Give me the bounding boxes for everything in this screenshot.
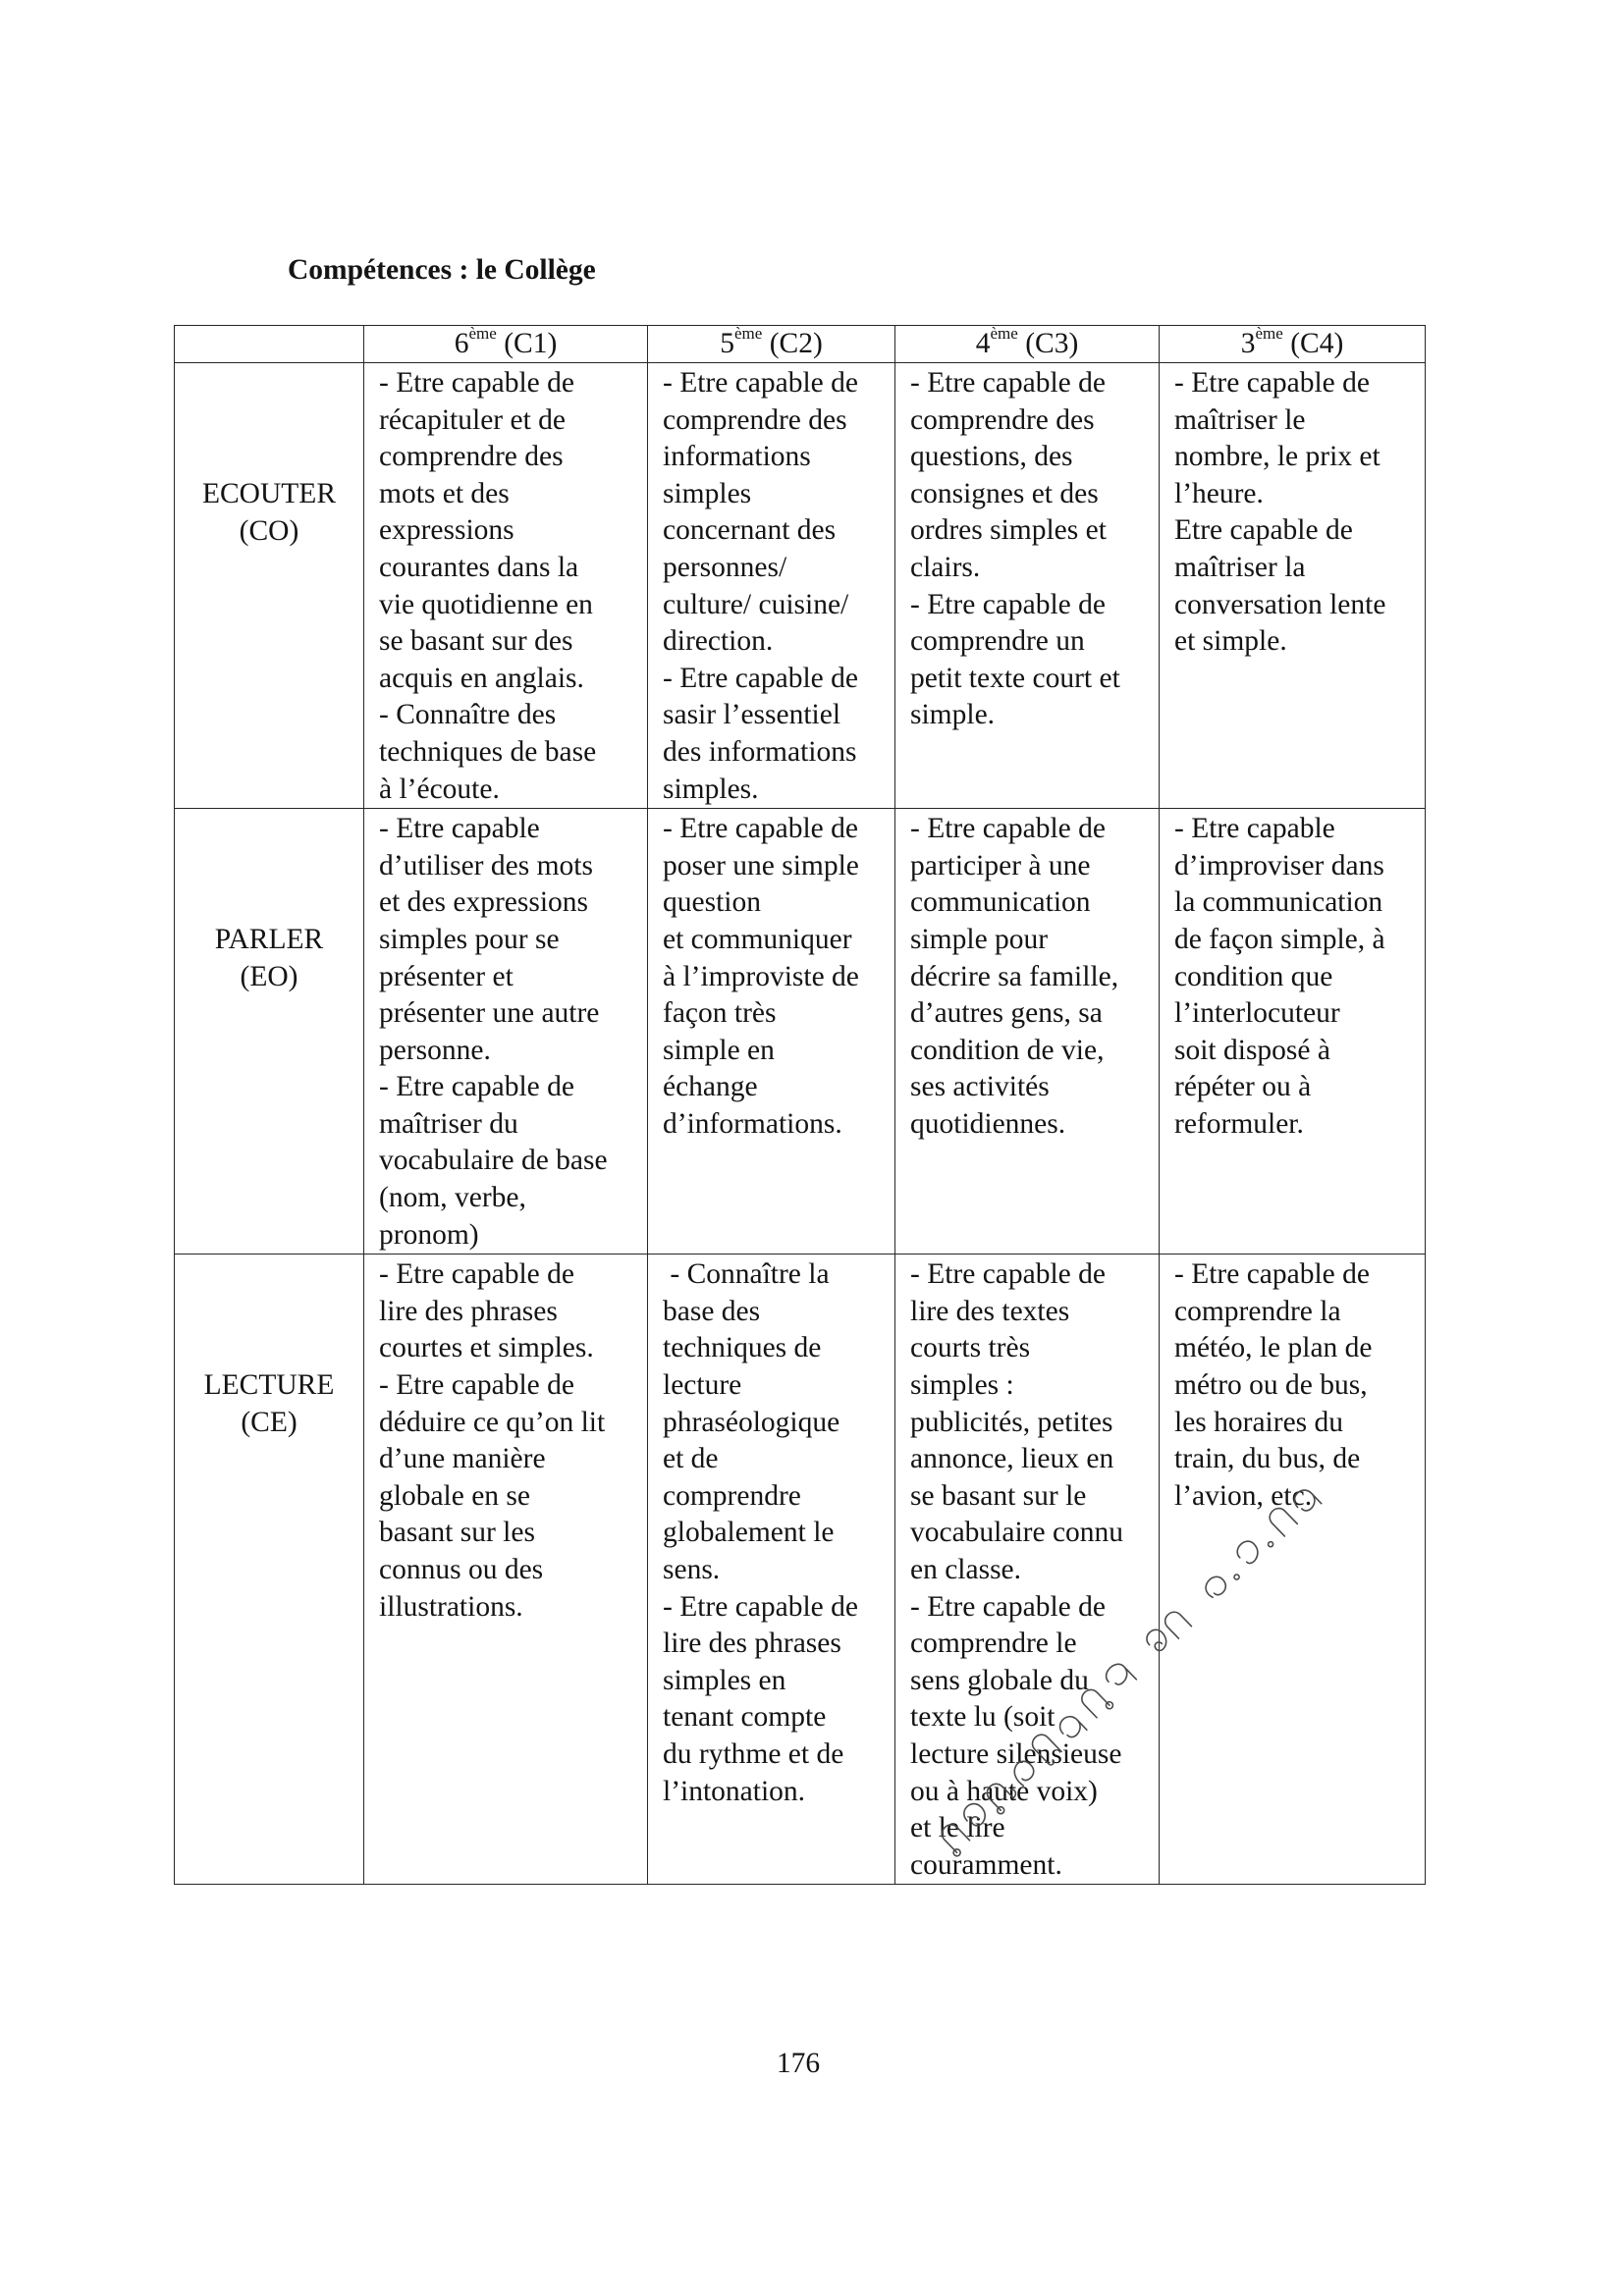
competence-text-line: et simple.	[1174, 625, 1287, 658]
competence-cell	[364, 1255, 648, 1885]
competence-text-line: couramment.	[910, 1848, 1062, 1881]
table-row	[175, 1255, 1426, 1885]
competence-text-line: mots et des	[379, 477, 510, 509]
skill-code: (CO)	[239, 514, 299, 547]
competence-text-line: - Etre capable de	[1174, 1258, 1370, 1291]
competence-text-line: - Etre capable de	[910, 588, 1106, 620]
competence-text-line: direction.	[663, 625, 774, 658]
competence-text-line: récapituler et de	[379, 403, 566, 436]
competence-text-line: courantes dans la	[379, 551, 579, 583]
competence-text-line: et le lire	[910, 1812, 1005, 1844]
competence-text-line: vocabulaire connu	[910, 1517, 1124, 1549]
competence-text-line: pronom)	[379, 1218, 479, 1251]
level-number: 3	[1240, 328, 1256, 359]
competence-text-line: maîtriser du	[379, 1107, 518, 1140]
competence-text-line: des informations	[663, 735, 857, 768]
competence-text-line: globalement le	[663, 1517, 835, 1549]
competence-text-line: soit disposé à	[1174, 1034, 1330, 1066]
competence-text-line: lecture	[663, 1369, 742, 1402]
competence-text-line: condition de vie,	[910, 1034, 1105, 1066]
competence-cell	[648, 363, 895, 809]
competence-text-line: simple.	[910, 699, 996, 731]
competence-text-line: déduire ce qu’on lit	[379, 1406, 606, 1438]
competence-text-line: comprendre la	[1174, 1295, 1341, 1327]
table-row	[175, 363, 1426, 809]
competence-text-line: lire des phrases	[663, 1628, 841, 1660]
skill-code: (CE)	[241, 1406, 298, 1438]
competence-text-line: - Etre capable de	[910, 813, 1106, 845]
competence-text-line: techniques de	[663, 1332, 822, 1364]
competence-text-line: questions, des	[910, 441, 1073, 473]
competence-text-line: l’heure.	[1174, 477, 1264, 509]
competence-text-line: basant sur les	[379, 1517, 535, 1549]
skill-name: PARLER	[214, 924, 324, 956]
competence-text-line: simples :	[910, 1369, 1014, 1402]
level-suffix: ème	[1255, 324, 1283, 344]
competence-text-line: et communiquer	[663, 923, 852, 955]
competence-text-line: simple pour	[910, 923, 1049, 955]
competence-text-line: se basant sur des	[379, 625, 573, 658]
competence-text-line: culture/ cuisine/	[663, 588, 849, 620]
competence-text-line: maîtriser la	[1174, 551, 1306, 583]
competence-cell	[895, 809, 1160, 1255]
level-suffix: ème	[990, 324, 1018, 344]
competence-cell	[648, 809, 895, 1255]
competence-text-line: simple en	[663, 1034, 775, 1066]
skill-name: LECTURE	[203, 1369, 335, 1402]
skill-code: (EO)	[240, 960, 298, 992]
competence-text-line: sens globale du	[910, 1664, 1089, 1696]
competence-text-line: communication	[910, 886, 1091, 919]
competence-text-line: - Etre capable de	[379, 1258, 574, 1291]
competence-text-line: connus ou des	[379, 1554, 544, 1585]
column-header-c4	[1160, 326, 1426, 363]
competence-text-line: simples	[663, 477, 752, 509]
level-code: (C3)	[1025, 328, 1079, 359]
competence-cell	[364, 363, 648, 809]
competence-text-line: et de	[663, 1443, 719, 1475]
competence-text-line: petit texte court et	[910, 662, 1120, 694]
competence-text-line: en classe.	[910, 1554, 1022, 1585]
competence-text-line: concernant des	[663, 514, 837, 547]
competence-text-line: texte lu (soit	[910, 1701, 1056, 1734]
page-title: Compétences : le Collège	[288, 254, 596, 286]
competence-text-line: condition que	[1174, 960, 1333, 992]
competence-text-line: simples pour se	[379, 923, 560, 955]
skill-cell	[175, 363, 364, 809]
competence-text-line: sens.	[663, 1554, 721, 1585]
competence-text-line: à l’écoute.	[379, 773, 500, 805]
competence-text-line: illustrations.	[379, 1590, 523, 1623]
competence-text-line: comprendre le	[910, 1628, 1077, 1660]
competence-text-line: de façon simple, à	[1174, 923, 1385, 955]
competence-text-line: comprendre des	[910, 403, 1095, 436]
competence-cell	[648, 1255, 895, 1885]
competence-text-line: - Etre capable de	[663, 367, 858, 399]
competence-text-line: décrire sa famille,	[910, 960, 1119, 992]
competence-text-line: - Etre capable de	[1174, 367, 1370, 399]
competence-text-line: simples en	[663, 1664, 786, 1696]
competence-cell	[1160, 809, 1426, 1255]
competence-text-line: phraséologique	[663, 1406, 840, 1438]
competence-text-line: participer à une	[910, 849, 1091, 881]
competence-text-line: l’interlocuteur	[1174, 997, 1340, 1030]
competence-text-line: acquis en anglais.	[379, 662, 584, 694]
competence-text-line: (nom, verbe,	[379, 1182, 526, 1214]
table-row	[175, 809, 1426, 1255]
column-header-c2	[648, 326, 895, 363]
competence-cell	[1160, 363, 1426, 809]
competence-text-line: tenant compte	[663, 1701, 827, 1734]
competence-text-line: Etre capable de	[1174, 514, 1353, 547]
competence-text-line: - Etre capable de	[379, 367, 574, 399]
competence-text-line: - Etre capable de	[663, 1590, 858, 1623]
competence-text-line: d’autres gens, sa	[910, 997, 1103, 1030]
competence-text-line: techniques de base	[379, 735, 597, 768]
competence-text-line: d’utiliser des mots	[379, 849, 593, 881]
competence-text-line: - Etre capable de	[910, 367, 1106, 399]
competence-text-line: comprendre des	[379, 441, 564, 473]
competence-text-line: les horaires du	[1174, 1406, 1344, 1438]
competence-text-line: l’avion, etc.	[1174, 1479, 1313, 1512]
page-number: 176	[776, 2048, 821, 2079]
level-code: (C4)	[1290, 328, 1344, 359]
competence-text-line: publicités, petites	[910, 1406, 1113, 1438]
competence-text-line: métro ou de bus,	[1174, 1369, 1368, 1402]
competence-text-line: et des expressions	[379, 886, 589, 919]
competence-text-line: présenter une autre	[379, 997, 600, 1030]
level-number: 6	[454, 328, 469, 359]
competence-text-line: façon très	[663, 997, 777, 1030]
competence-text-line: poser une simple	[663, 849, 859, 881]
competence-text-line: - Etre capable	[1174, 813, 1335, 845]
competence-text-line: reformuler.	[1174, 1107, 1304, 1140]
competence-text-line: quotidiennes.	[910, 1107, 1066, 1140]
competence-text-line: - Etre capable de	[379, 1369, 574, 1402]
table-body	[175, 363, 1426, 1885]
competence-text-line: échange	[663, 1071, 758, 1103]
competence-text-line: - Etre capable de	[910, 1590, 1106, 1623]
competence-cell	[1160, 1255, 1426, 1885]
competence-text-line: d’une manière	[379, 1443, 546, 1475]
competence-text-line: lecture silensieuse	[910, 1737, 1122, 1770]
competence-text-line: d’improviser dans	[1174, 849, 1384, 881]
table-header-row	[175, 326, 1426, 363]
competence-text-line: simples.	[663, 773, 759, 805]
skill-cell	[175, 809, 364, 1255]
competence-text-line: comprendre	[663, 1479, 801, 1512]
competence-text-line: - Etre capable de	[663, 662, 858, 694]
competence-text-line: clairs.	[910, 551, 981, 583]
competence-text-line: conversation lente	[1174, 588, 1386, 620]
competence-text-line: - Connaître des	[379, 699, 557, 731]
competence-cell	[364, 809, 648, 1255]
skill-name: ECOUTER	[201, 478, 337, 509]
competence-text-line: - Etre capable de	[663, 813, 858, 845]
competence-text-line: - Connaître la	[663, 1258, 830, 1291]
competence-text-line: personne.	[379, 1034, 491, 1066]
competence-text-line: - Etre capable de	[910, 1258, 1106, 1291]
competence-text-line: courts très	[910, 1332, 1031, 1364]
competence-text-line: expressions	[379, 514, 514, 547]
competence-text-line: consignes et des	[910, 477, 1099, 509]
corner-cell	[175, 326, 364, 363]
level-suffix: ème	[733, 324, 763, 344]
competence-text-line: maîtriser le	[1174, 403, 1306, 436]
competence-text-line: - Etre capable	[379, 813, 540, 845]
competence-text-line: du rythme et de	[663, 1737, 844, 1770]
competence-text-line: personnes/	[663, 551, 787, 583]
competence-text-line: comprendre des	[663, 403, 847, 436]
column-header-c3	[895, 326, 1160, 363]
competence-text-line: annonce, lieux en	[910, 1443, 1114, 1475]
competence-text-line: lire des phrases	[379, 1295, 558, 1327]
competence-text-line: ses activités	[910, 1071, 1050, 1103]
competence-text-line: ordres simples et	[910, 514, 1107, 547]
column-header-c1	[364, 326, 648, 363]
level-suffix: ème	[468, 324, 497, 344]
competence-text-line: train, du bus, de	[1174, 1443, 1361, 1475]
competence-text-line: l’intonation.	[663, 1775, 806, 1807]
competence-text-line: sasir l’essentiel	[663, 699, 841, 731]
level-code: (C1)	[504, 328, 558, 359]
competence-text-line: vie quotidienne en	[379, 588, 593, 620]
competence-text-line: base des	[663, 1295, 761, 1327]
competence-text-line: nombre, le prix et	[1174, 441, 1380, 473]
competence-text-line: la communication	[1174, 886, 1383, 919]
competence-text-line: vocabulaire de base	[379, 1145, 608, 1177]
competence-text-line: météo, le plan de	[1174, 1332, 1373, 1364]
competence-text-line: ou à haute voix)	[910, 1775, 1098, 1807]
level-number: 4	[975, 328, 991, 359]
competence-text-line: question	[663, 886, 761, 919]
competence-text-line: courtes et simples.	[379, 1332, 594, 1364]
competences-table	[174, 325, 1426, 1885]
competence-text-line: globale en se	[379, 1479, 530, 1512]
competence-text-line: présenter et	[379, 960, 514, 992]
skill-cell	[175, 1255, 364, 1885]
competence-text-line: d’informations.	[663, 1107, 842, 1140]
competence-text-line: lire des textes	[910, 1295, 1070, 1327]
level-number: 5	[720, 328, 734, 359]
competence-cell	[895, 1255, 1160, 1885]
level-code: (C2)	[769, 328, 823, 359]
competence-text-line: se basant sur le	[910, 1479, 1087, 1512]
competence-text-line: informations	[663, 441, 811, 473]
competence-text-line: répéter ou à	[1174, 1071, 1312, 1103]
competence-text-line: comprendre un	[910, 625, 1085, 658]
competence-cell	[895, 363, 1160, 809]
competence-text-line: à l’improviste de	[663, 960, 859, 992]
competence-text-line: - Etre capable de	[379, 1071, 574, 1103]
